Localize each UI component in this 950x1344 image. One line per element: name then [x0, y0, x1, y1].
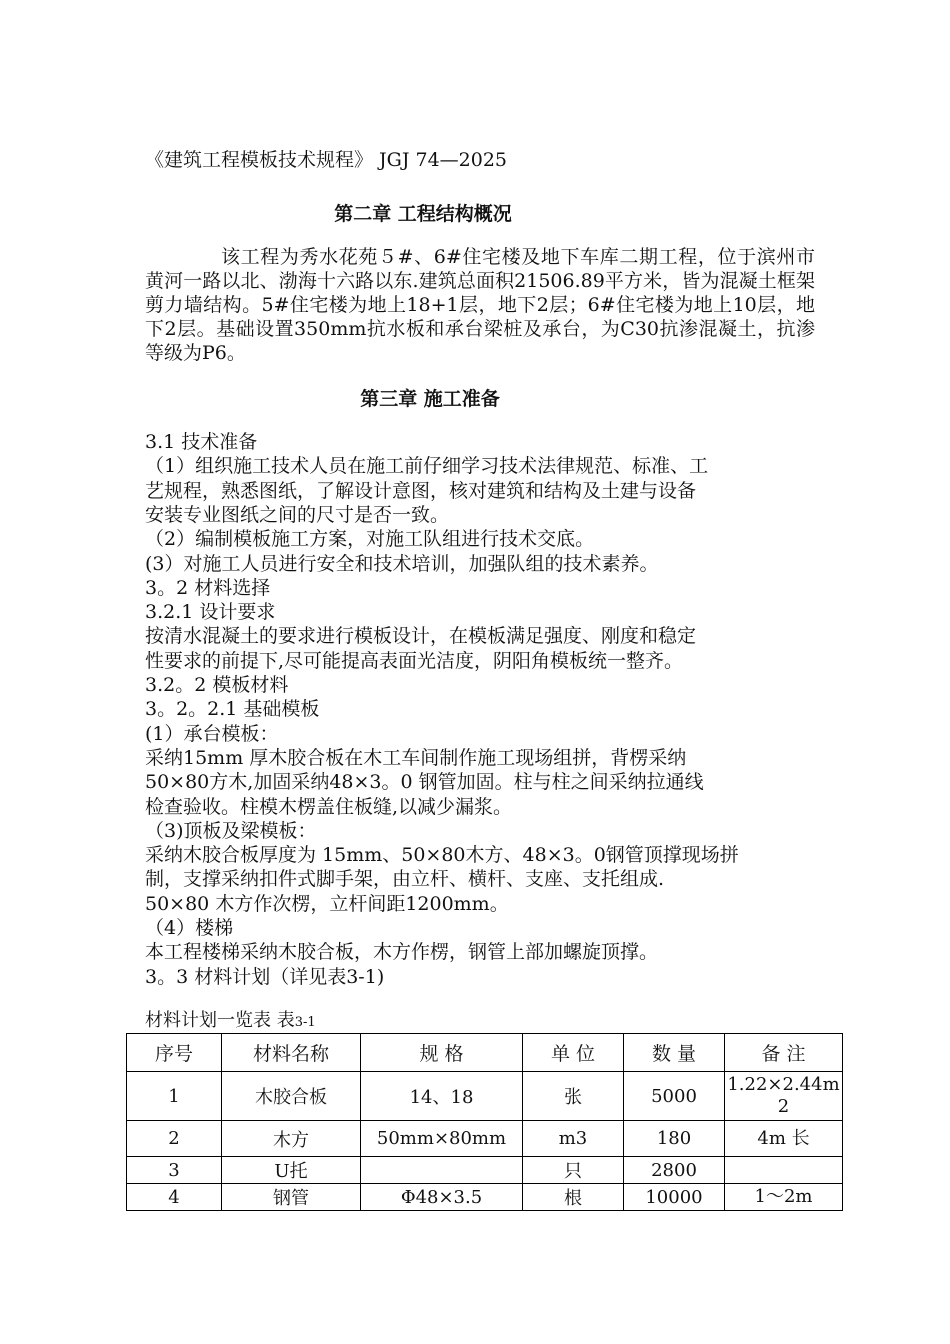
cell-material-name: U托	[222, 1157, 361, 1184]
reference-line: 《建筑工程模板技术规程》 JGJ 74—2025	[145, 149, 508, 171]
table-header-row	[127, 1034, 843, 1072]
cell-index: 2	[127, 1121, 222, 1157]
cell-remark: 1～2m	[725, 1184, 843, 1211]
cell-unit: m3	[523, 1121, 624, 1157]
table-caption-text: 材料计划一览表 表	[145, 1010, 295, 1031]
table-row	[127, 1157, 843, 1184]
cell-quantity: 2800	[624, 1157, 725, 1184]
body-line: 艺规程，熟悉图纸，了解设计意图，核对建筑和结构及土建与设备	[145, 479, 697, 502]
cell-quantity: 5000	[624, 1072, 725, 1121]
body-line: 3。2 材料选择	[145, 576, 271, 599]
chapter-2-paragraph: 该工程为秀水花苑５#、6#住宅楼及地下车库二期工程，位于滨州市黄河一路以北、渤海十六路以东.建筑总面积21506.89平方米，皆为混凝土框架剪力墙结构。5#住宅楼为地上18+1层，地下2层；6#住宅楼为地上10层，地下2层。基础设置350mm抗水板和承台梁桩及承台，为C30抗渗混凝土，抗渗等级为P6。	[145, 246, 815, 364]
body-line: 3。2。2.1 基础模板	[145, 698, 320, 721]
body-line: 采纳15mm 厚木胶合板在木工车间制作施工现场组拼，背楞采纳	[145, 746, 687, 769]
cell-index: 4	[127, 1184, 222, 1211]
body-line: 3.1 技术准备	[145, 431, 258, 453]
chapter-3-title: 第三章 施工准备	[360, 388, 500, 410]
cell-index: 3	[127, 1157, 222, 1184]
cell-spec: 14、18	[361, 1072, 523, 1121]
cell-material-name: 木方	[222, 1121, 361, 1157]
cell-unit: 张	[523, 1072, 624, 1121]
body-line: 50×80 木方作次楞，立杆间距1200mm。	[145, 892, 509, 915]
table-row	[127, 1121, 843, 1157]
material-plan-table	[126, 1033, 843, 1211]
body-line: （2）编制模板施工方案，对施工队组进行技术交底。	[145, 528, 595, 551]
chapter-2-title: 第二章 工程结构概况	[334, 203, 512, 225]
header-material-name: 材料名称	[222, 1034, 361, 1072]
header-remark: 备 注	[725, 1034, 843, 1072]
body-line: （1）组织施工技术人员在施工前仔细学习技术法律规范、标准、工	[145, 455, 709, 478]
cell-quantity: 10000	[624, 1184, 725, 1211]
body-line: 50×80方木,加固采纳48×3。0 钢管加固。柱与柱之间采纳拉通线	[145, 771, 704, 794]
body-line: 检查验收。柱模木楞盖住板缝,以减少漏浆。	[145, 795, 513, 818]
cell-spec: 50mm×80mm	[361, 1121, 523, 1157]
cell-spec: Φ48×3.5	[361, 1184, 523, 1211]
body-line: 性要求的前提下,尽可能提高表面光洁度，阴阳角模板统一整齐。	[145, 649, 684, 672]
table-caption	[145, 1009, 316, 1035]
body-line: 3。3 材料计划（详见表3-1)	[145, 965, 385, 988]
cell-material-name: 木胶合板	[222, 1072, 361, 1121]
cell-remark	[725, 1157, 843, 1184]
body-line: (3）对施工人员进行安全和技术培训，加强队组的技术素养。	[145, 552, 659, 575]
cell-remark: 1.22×2.44m2	[725, 1072, 843, 1121]
cell-material-name: 钢管	[222, 1184, 361, 1211]
body-line: （3)顶板及梁模板：	[145, 819, 317, 842]
table-row	[127, 1072, 843, 1121]
body-line: 3.2.1 设计要求	[145, 601, 276, 624]
header-index: 序号	[127, 1034, 222, 1072]
cell-index: 1	[127, 1072, 222, 1121]
header-quantity: 数 量	[624, 1034, 725, 1072]
body-line: 采纳木胶合板厚度为 15mm、50×80木方、48×3。0钢管顶撑现场拼	[145, 844, 739, 867]
body-line: 本工程楼梯采纳木胶合板，木方作楞，钢管上部加螺旋顶撑。	[145, 941, 659, 964]
body-line: 3.2。2 模板材料	[145, 674, 289, 696]
header-spec: 规 格	[361, 1034, 523, 1072]
body-line: 按清水混凝土的要求进行模板设计，在模板满足强度、刚度和稳定	[145, 625, 697, 648]
cell-remark: 4m 长	[725, 1121, 843, 1157]
cell-quantity: 180	[624, 1121, 725, 1157]
cell-spec	[361, 1157, 523, 1184]
cell-unit: 只	[523, 1157, 624, 1184]
header-unit: 单 位	[523, 1034, 624, 1072]
body-line: 制，支撑采纳扣件式脚手架，由立杆、横杆、支座、支托组成.	[145, 868, 665, 891]
table-row	[127, 1184, 843, 1211]
cell-unit: 根	[523, 1184, 624, 1211]
body-line: （4）楼梯	[145, 917, 234, 939]
body-line: (1）承台模板：	[145, 722, 279, 745]
table-caption-number: 3-1	[294, 1015, 316, 1030]
body-line: 安装专业图纸之间的尺寸是否一致。	[145, 503, 450, 526]
